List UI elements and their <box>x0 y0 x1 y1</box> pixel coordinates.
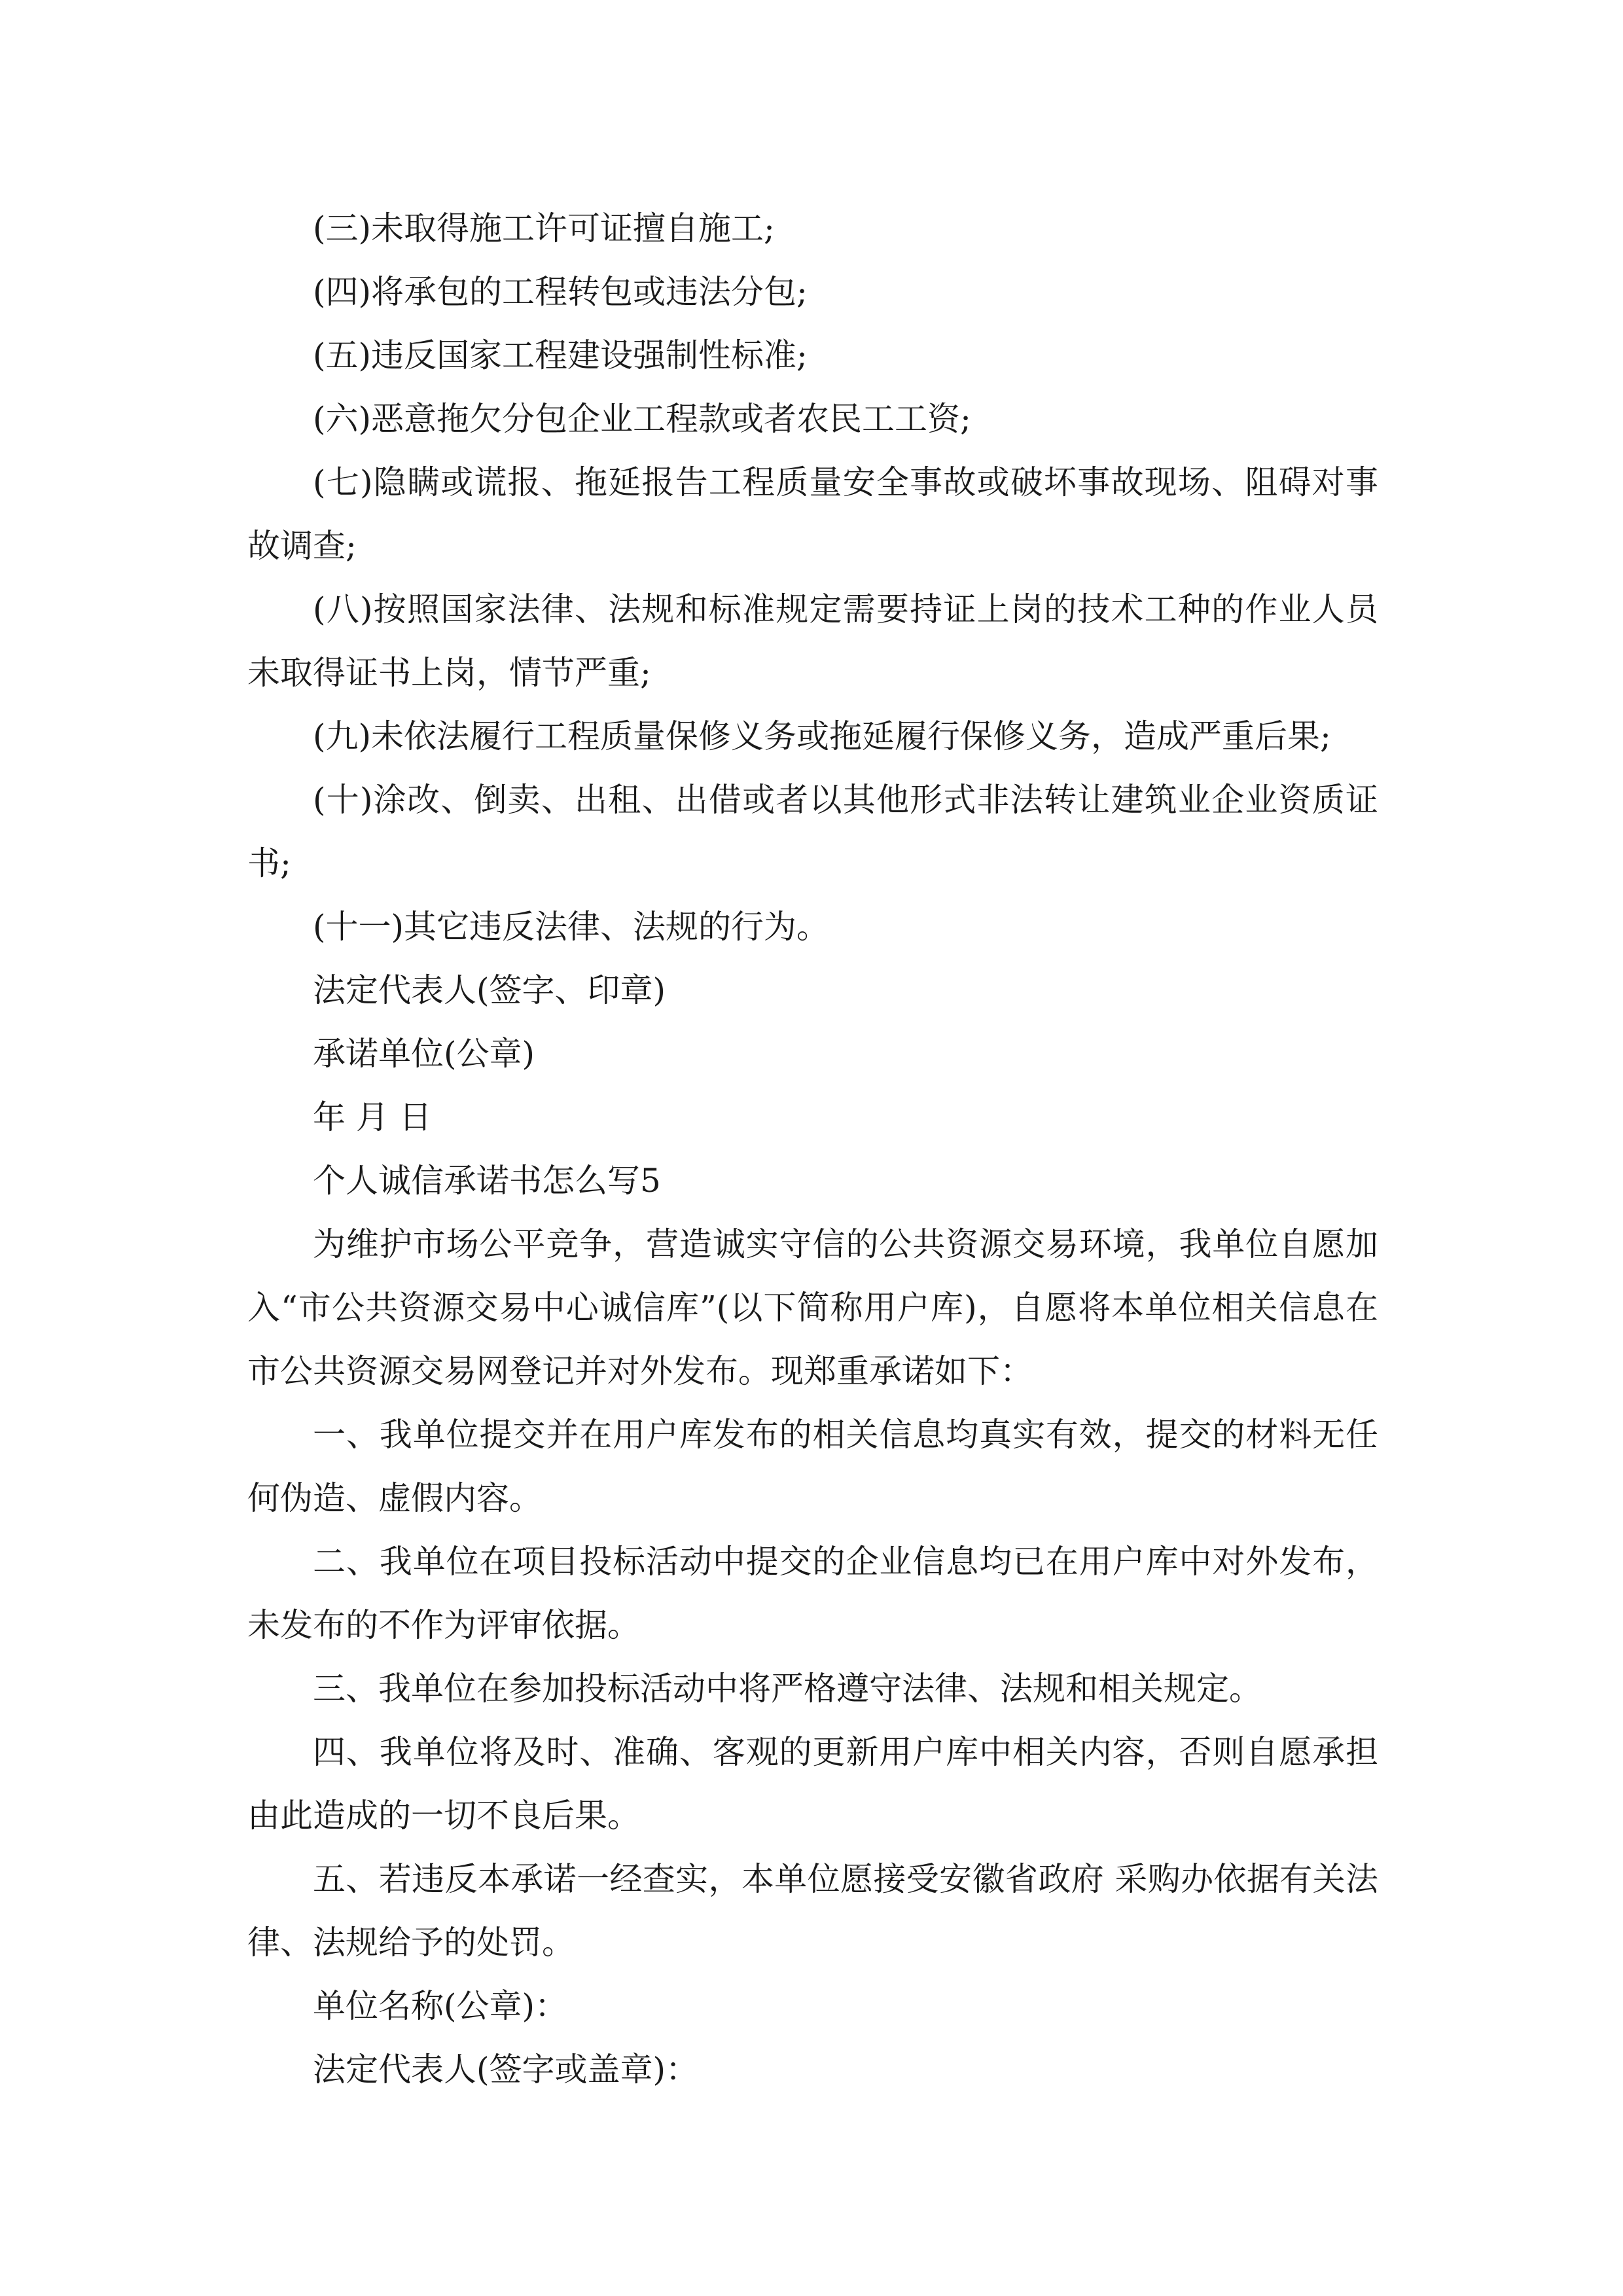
committing-unit-seal-line: 承诺单位(公章) <box>313 1035 535 1073</box>
clause-10: (十)涂改、倒卖、出租、出借或者以其他形式非法转让建筑业企业资质证书; <box>247 781 1378 882</box>
clause-11: (十一)其它违反法律、法规的行为。 <box>313 908 830 946</box>
commitment-4: 四、我单位将及时、准确、客观的更新用户库中相关内容，否则自愿承担由此造成的一切不良后果。 <box>247 1733 1378 1835</box>
date-line: 年 月 日 <box>313 1098 432 1136</box>
commitment-3: 三、我单位在参加投标活动中将严格遵守法律、法规和相关规定。 <box>313 1670 1262 1708</box>
clause-5: (五)违反国家工程建设强制性标准; <box>313 336 808 374</box>
section-heading: 个人诚信承诺书怎么写5 <box>313 1162 661 1200</box>
commitment-5: 五、若违反本承诺一经查实，本单位愿接受安徽省政府 采购办依据有关法律、法规给予的处罚。 <box>247 1860 1378 1962</box>
document-body <box>247 197 1378 2102</box>
legal-representative-signature-line: 法定代表人(签字、印章) <box>313 971 666 1009</box>
clause-6: (六)恶意拖欠分包企业工程款或者农民工工资; <box>313 400 971 438</box>
commitment-2: 二、我单位在项目投标活动中提交的企业信息均已在用户库中对外发布，未发布的不作为评审依据。 <box>247 1543 1378 1644</box>
commitment-1: 一、我单位提交并在用户库发布的相关信息均真实有效，提交的材料无任何伪造、虚假内容。 <box>247 1416 1378 1517</box>
clause-3: (三)未取得施工许可证擅自施工; <box>313 209 775 247</box>
clause-8: (八)按照国家法律、法规和标准规定需要持证上岗的技术工种的作业人员未取得证书上岗，情节严重; <box>247 590 1378 692</box>
clause-9: (九)未依法履行工程质量保修义务或拖延履行保修义务，造成严重后果; <box>313 717 1331 755</box>
clause-7: (七)隐瞒或谎报、拖延报告工程质量安全事故或破坏事故现场、阻碍对事故调查; <box>247 463 1378 565</box>
intro-paragraph: 为维护市场公平竞争，营造诚实守信的公共资源交易环境，我单位自愿加入“市公共资源交易中心诚信库”(以下简称用户库)，自愿将本单位相关信息在市公共资源交易网登记并对外发布。现郑重承诺如下： <box>247 1225 1378 1390</box>
legal-representative-sign-or-seal-line: 法定代表人(签字或盖章)： <box>313 2051 699 2089</box>
clause-4: (四)将承包的工程转包或违法分包; <box>313 273 808 311</box>
unit-name-seal-line: 单位名称(公章)： <box>313 1987 568 2025</box>
